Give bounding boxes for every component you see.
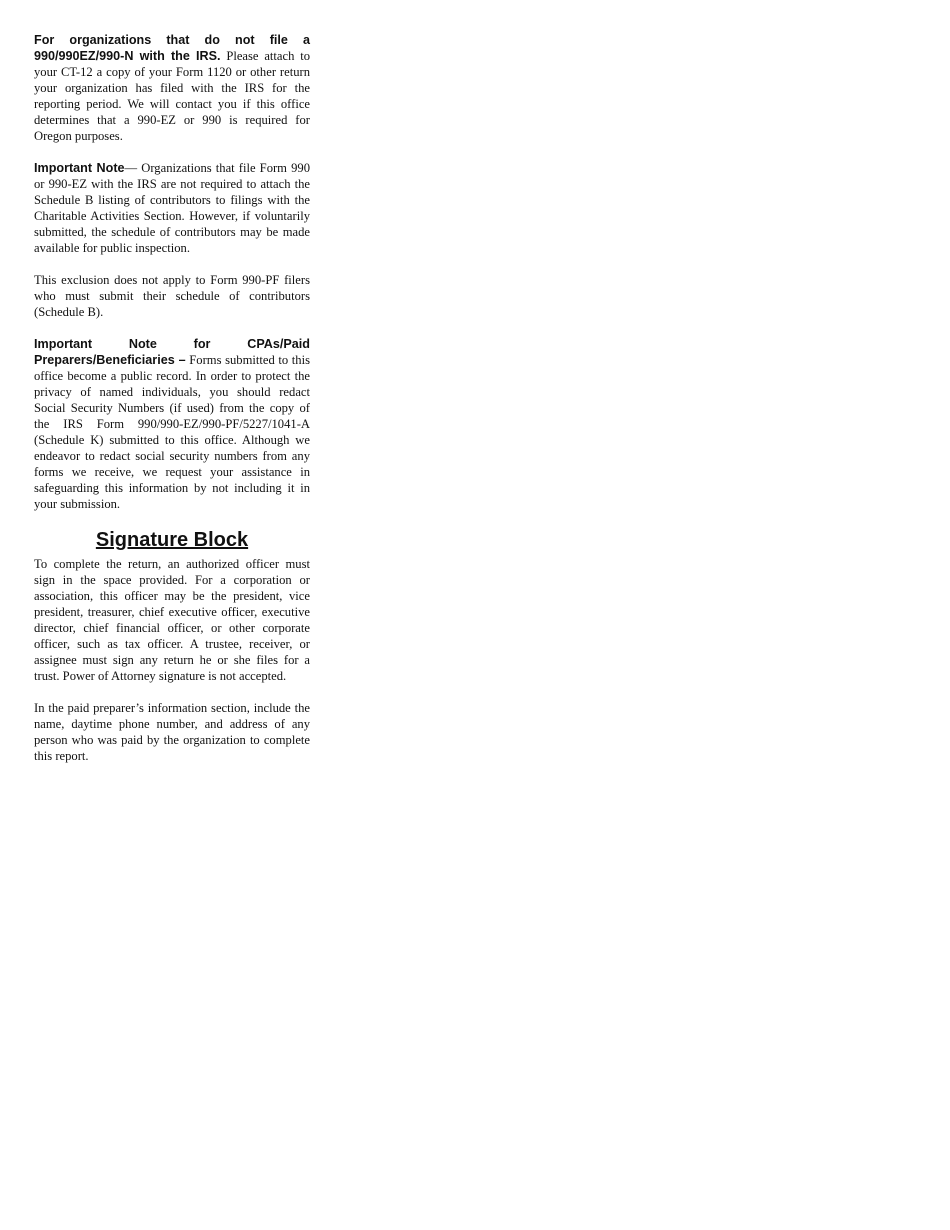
cpa-note-paragraph — [34, 336, 310, 512]
non-990-filers-paragraph — [34, 32, 310, 144]
signature-instructions-paragraph: To complete the return, an authorized officer must sign in the space provided. For a corporation or association, this officer may be the president, vice president, treasurer, chief executive officer, executive director, chief financial officer, or other corporate officer, such as tax officer. A trustee, receiver, or assignee must sign any return he or she files for a trust. Power of Attorney signature is not accepted. — [34, 557, 310, 683]
cpa-note-heading: Important Note for CPAs/Paid Preparers/Beneficiaries – — [34, 337, 310, 367]
important-note-text: — Organizations that file Form 990 or 990-EZ with the IRS are not required to attach the Schedule B listing of contributors to filings with the Charitable Activities Section. However, if voluntarily submitted, the schedule of contributors may be made available for public inspection. — [34, 161, 310, 255]
important-note-heading: Important Note — [34, 161, 125, 175]
paid-preparer-paragraph: In the paid preparer’s information section, include the name, daytime phone number, and address of any person who was paid by the organization to complete this report. — [34, 701, 310, 763]
cpa-note-text: Forms submitted to this office become a public record. In order to protect the privacy of named individuals, you should redact Social Security Numbers (if used) from the copy of the IRS Form 990/990-EZ/990-PF/5227/1041-A (Schedule K) submitted to this office. Although we endeavor to redact social security numbers from any forms we receive, we request your assistance in safeguarding this information by not including it in your submission. — [34, 353, 311, 511]
instructions-column — [34, 32, 310, 780]
non-990-filers-heading: For organizations that do not file a 990/990EZ/990-N with the IRS. — [34, 33, 310, 63]
signature-block-title: Signature Block — [95, 529, 249, 551]
important-note-paragraph — [34, 160, 310, 256]
exclusion-paragraph — [34, 272, 310, 320]
non-990-filers-text: Please attach to your CT-12 a copy of your Form 1120 or other return your organization has filed with the IRS for the reporting period. We will contact you if this office determines that a 990-EZ or 990 is required for Oregon purposes. — [34, 49, 310, 143]
exclusion-text: This exclusion does not apply to Form 990-PF filers who must submit their schedule of contributors (Schedule B). — [34, 273, 310, 319]
